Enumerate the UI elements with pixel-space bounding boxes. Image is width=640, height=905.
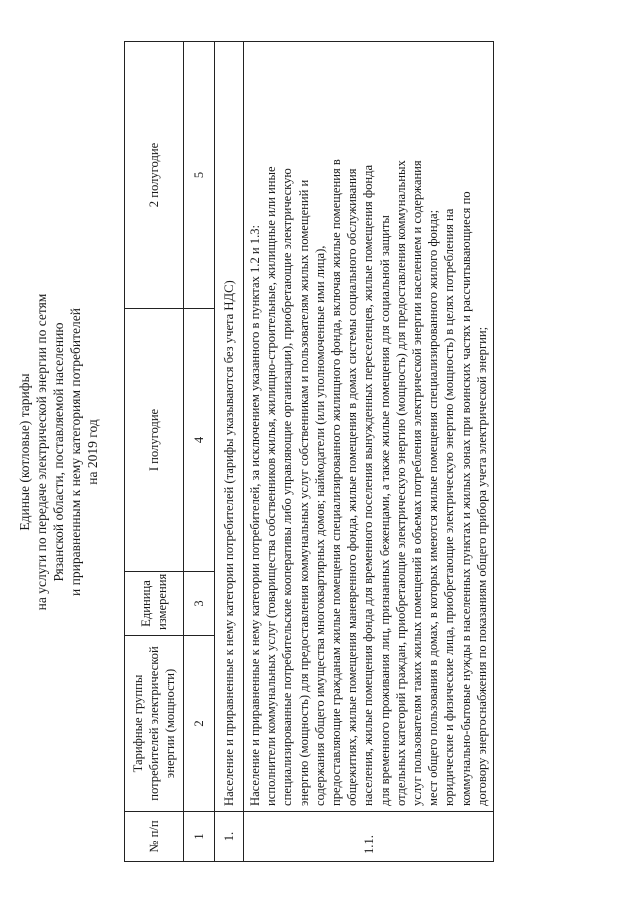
header-unit: Единица измерения xyxy=(125,572,184,636)
section-title: Население и приравненные к нему категории потребителей (тарифы указываются без учета НДС) xyxy=(215,42,244,812)
table-header-row xyxy=(125,42,184,862)
row-description xyxy=(244,42,494,812)
header-half-1: I полугодие xyxy=(125,309,184,572)
section-number: 1. xyxy=(215,812,244,862)
description-line: населения, жилые помещения фонда для временного поселения вынужденных переселенцев, жилые помещения фонда xyxy=(361,164,376,806)
table-row xyxy=(244,42,494,862)
title-line: и приравненным к нему категориям потребителей xyxy=(68,308,83,596)
description-line: Население и приравненные к нему категории потребителей, за исключением указанного в пунктах 1.2 и 1.3: xyxy=(248,224,262,806)
description-line: отдельных категорий граждан, приобретающие электрическую энергию (мощность) для предоставления коммунальных xyxy=(393,160,408,806)
description-line: коммунально-бытовые нужды в населенных пунктах и жилых зонах при воинских частях и рассчитывающиеся по xyxy=(458,191,473,806)
column-number: 4 xyxy=(184,309,215,572)
column-number: 1 xyxy=(184,812,215,862)
description-line: исполнители коммунальных услуг (товарищества собственников жилья, жилищно-строительные, жилищные или иные xyxy=(264,166,279,806)
description-line: мест общего пользования в домах, в которых имеются жилые помещения специализированного жилого фонда; xyxy=(426,209,441,806)
document-page xyxy=(10,12,630,892)
column-number: 3 xyxy=(184,572,215,636)
column-number-row xyxy=(184,42,215,862)
title-line: Единые (котловые) тарифы xyxy=(17,373,32,531)
header-half-2: 2 полугодие xyxy=(125,42,184,309)
description-line: юридические и физические лица, приобретающие электрическую энергию (мощность) в целях потребления на xyxy=(442,208,457,806)
title-line: Рязанской области, поставляемой населению xyxy=(51,322,66,582)
description-line: услуг пользователям таких жилых помещений в объемах потребления электрической энергии населением и содержания xyxy=(410,160,425,806)
description-line: содержания общего имущества многоквартирных домов; наймодатели (или уполномоченные ими лица), xyxy=(312,245,327,806)
header-group: Тарифные группы потребителей электрической энергии (мощности) xyxy=(125,636,184,812)
description-line: предоставляющие гражданам жилые помещения специализированного жилищного фонда, включая жилые помещения в xyxy=(329,159,344,806)
description-line: общежитиях, жилые помещения маневренного фонда, жилые помещения в домах системы социального обслуживания xyxy=(345,168,360,806)
column-number: 2 xyxy=(184,636,215,812)
section-row xyxy=(215,42,244,862)
description-line: энергию (мощность) для предоставления коммунальных услуг собственникам и пользователям жилых помещений и xyxy=(296,179,311,806)
title-line: на 2019 год xyxy=(85,419,100,485)
tariff-table xyxy=(124,41,494,862)
column-number: 5 xyxy=(184,42,215,309)
description-line: для временного проживания лиц, признанных беженцами, а также жилые помещения для социальной защиты xyxy=(377,215,392,806)
document-title xyxy=(16,12,101,892)
title-line: на услуги по передаче электрической энергии по сетям xyxy=(34,293,49,611)
description-line: договору энергоснабжения по показаниям общего прибора учета электрической энергии; xyxy=(474,326,489,806)
description-line: специализированные потребительские кооперативы либо управляющие организации), приобретающие электрическую xyxy=(280,168,295,806)
header-num: № п/п xyxy=(125,812,184,862)
row-number: 1.1. xyxy=(244,812,494,862)
